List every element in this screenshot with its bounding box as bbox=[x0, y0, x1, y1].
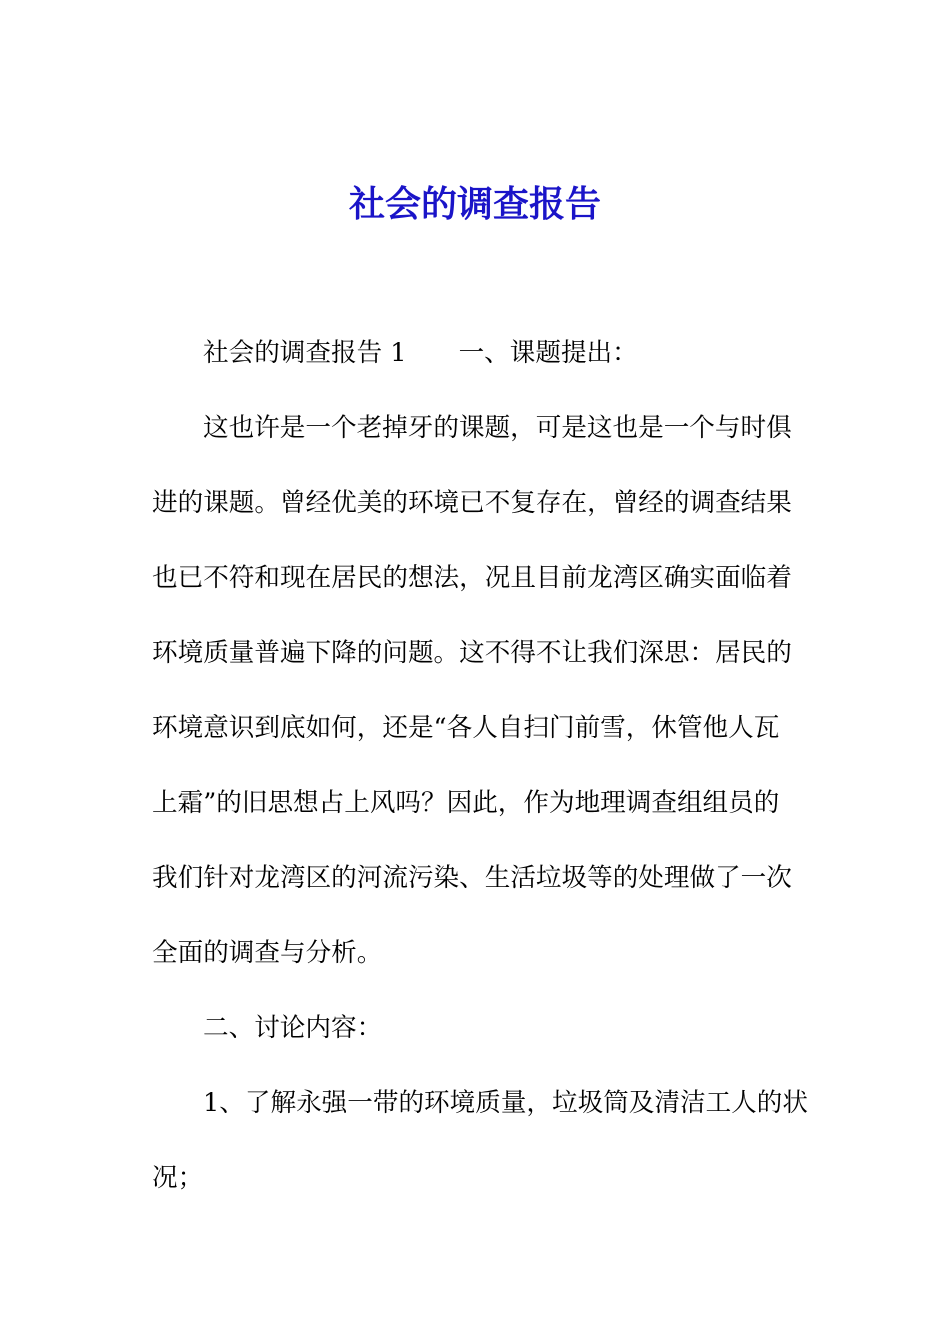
paragraph-line: 环境质量普遍下降的问题。这不得不让我们深思：居民的 bbox=[152, 638, 792, 668]
paragraph-line: 我们针对龙湾区的河流污染、生活垃圾等的处理做了一次 bbox=[152, 863, 792, 893]
paragraph-line: 这也许是一个老掉牙的课题，可是这也是一个与时俱 bbox=[203, 413, 792, 443]
document-title: 社会的调查报告 bbox=[348, 183, 601, 225]
list-item-line: 况； bbox=[152, 1163, 204, 1193]
paragraph-line: 进的课题。曾经优美的环境已不复存在，曾经的调查结果 bbox=[152, 488, 792, 518]
paragraph-line: 也已不符和现在居民的想法，况且目前龙湾区确实面临着 bbox=[152, 563, 792, 593]
document-body bbox=[152, 333, 808, 1233]
paragraph-line: 环境意识到底如何，还是“各人自扫门前雪，休管他人瓦 bbox=[152, 713, 780, 743]
paragraph-line: 上霜”的旧思想占上风吗？因此，作为地理调查组组员的 bbox=[152, 788, 780, 818]
report-subtitle: 社会的调查报告 1 bbox=[203, 338, 407, 368]
paragraph-heading-line bbox=[152, 333, 802, 408]
section-heading-2: 二、讨论内容： bbox=[203, 1013, 383, 1043]
paragraph-line: 全面的调查与分析。 bbox=[152, 938, 383, 968]
section-heading-1: 一、课题提出： bbox=[458, 338, 638, 368]
list-item-line: 1、了解永强一带的环境质量，垃圾筒及清洁工人的状 bbox=[203, 1088, 808, 1118]
